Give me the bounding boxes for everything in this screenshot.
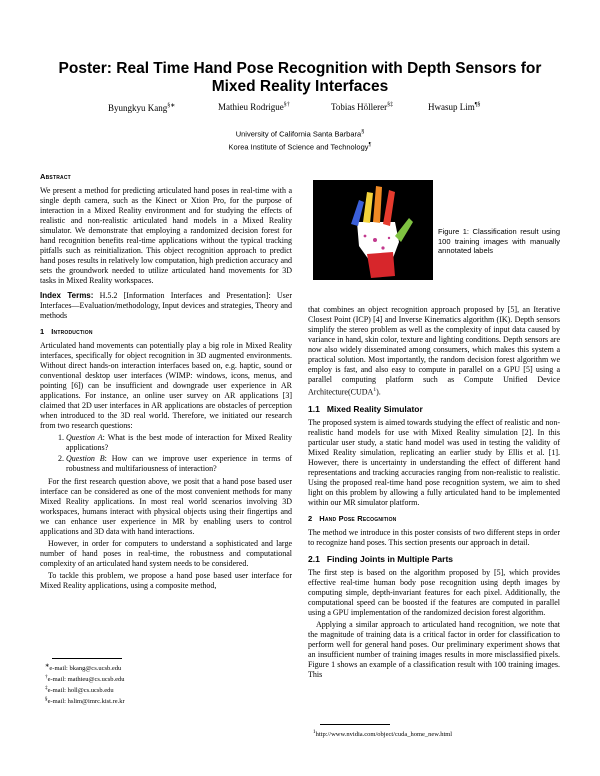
- affiliations: [0, 127, 600, 152]
- figure-1-caption: Figure 1: Classification result using 100 training images with manually annotated labels: [438, 227, 560, 255]
- section-2-1-heading: 2.1 Finding Joints in Multiple Parts: [308, 553, 454, 564]
- hand-classification-image: [313, 180, 433, 280]
- misclassified-pixels: [364, 235, 367, 238]
- intro-paragraph-4-continued: that combines an object recognition approach proposed by [5], an Iterative Closest Point (ICP) [4] and Inverse Kinematics algorithm (IK). Depth sensors simplify the stereo problem as well as the complexity of input data caused by variance in hand, skin color, texture and lighting conditions. Depth sensors are now also widely disseminated among consumers, which makes this system a practical solution. Most importantly, the random decision forest algorithm we employ is fast, and also easy to compute in parallel on a GPU [5] using a parallel computing platform such as Compute Unified Device Architecture(CUDA$^1$).: [308, 305, 560, 397]
- misclassified-pixels: [373, 238, 377, 242]
- left-column: [40, 172, 292, 593]
- mr-simulator-paragraph: The proposed system is aimed towards studying the effect of realistic and non-realistic hand models for use with Mixed Reality simulation [2]. In this particular user study, a static hand model was used in testing the validity of Mixed Reality simulation, replicating an earlier study by Ellis et al. [1]. However, there is uncertainty in understanding the effect of different hand representations and tracking accuracies ranging from non-realistic to realistic. Using the proposed real-time hand pose recognition system, we aim to shed light on this problem by allowing a fully articulated hand to be implemented within our MR simulator platform.: [308, 417, 560, 507]
- joints-paragraph-1: The first step is based on the algorithm proposed by [5], which provides effective real-time human body pose recognition using depth images by computing simple, depth-invariant features for each pixel. Additionally, the computational speed can be boosted if the features are computed in parallel using a GPU implementation of the randomized decision forest algorithm.: [308, 567, 560, 617]
- intro-paragraph-1: Articulated hand movements can potentially play a big role in Mixed Reality interfaces, specifically for object recognition in 3D augmented environments. Without direct hands-on interaction interfaces based on, e.g. haptic, sound or conventional desktop user interfaces (WIMP: windows, icons, menus, and pointing [6]) can be insufficient and downgrade user experience in AR applications. For instance, an online user survey on AR applications [3] claimed that 2D user interfaces in AR applications are obstacles of perception when introduced to the 3D real world. Therefore, we initiated our research from two research questions:: [40, 341, 292, 430]
- hand-pose-intro-paragraph: The method we introduce in this poster consists of two different steps in order to recognize hand poses. This section presents our approach in detail.: [308, 527, 560, 547]
- question-a: 1. Question A: What is the best mode of interaction for Mixed Reality applications?: [66, 433, 292, 453]
- figure-1-image: [313, 180, 433, 280]
- section-2-heading: 2 Hand Pose Recognition: [308, 513, 397, 523]
- question-b: 2. Question B: How can we improve user experience in terms of robustness and multifariousness of interaction?: [66, 454, 292, 474]
- intro-paragraph-4: To tackle this problem, we propose a hand pose based user interface for Mixed Reality applications, using a composite method,: [40, 571, 292, 590]
- author: Mathieu Rodrigue§†: [218, 102, 290, 112]
- misclassified-pixels: [381, 246, 384, 249]
- misclassified-pixels: [388, 237, 390, 239]
- research-questions: [40, 433, 292, 474]
- abstract-heading: Abstract: [40, 172, 71, 181]
- affiliation: Korea Institute of Science and Technology¶: [228, 141, 372, 151]
- author: Hwasup Lim¶§: [428, 102, 481, 112]
- footnote: ‡e-mail: holl@cs.ucsb.edu: [44, 685, 114, 695]
- affiliation: University of California Santa Barbara§: [235, 129, 365, 139]
- author: Byungkyu Kang§∗: [108, 103, 176, 113]
- paper-title: Poster: Real Time Hand Pose Recognition with Depth Sensors for Mixed Reality Interfaces: [58, 60, 542, 95]
- section-1-1-heading: 1.1 Mixed Reality Simulator: [308, 403, 423, 414]
- intro-paragraph-3: However, in order for computers to understand a sophisticated and large number of hand poses in real-time, the robustness and computational complexity of an articulated hand system needs to be considered.: [40, 539, 292, 568]
- footnote: †e-mail: mathieu@cs.ucsb.edu: [44, 674, 125, 684]
- right-column: [308, 305, 560, 682]
- author: Tobias Höllerer§‡: [331, 102, 394, 112]
- author-list: [0, 102, 600, 116]
- section-1-heading: 1 Introduction: [40, 327, 93, 336]
- author-footnotes: [40, 658, 292, 707]
- index-terms: Index Terms: H.5.2 [Information Interfaces and Presentation]: User Interfaces—Evaluation/methodology, Input devices and strategies, Theory and methods: [40, 291, 292, 320]
- footnote: ∗e-mail: bkang@cs.ucsb.edu: [44, 663, 122, 673]
- intro-paragraph-2: For the first research question above, we posit that a hand pose based user interface can be considered as one of the most convenient methods for many Mixed Reality applications. In most real world scenarios involving 3D workspaces, humans interact with physical objects using their fingertips and we can enhance user experience in MR by enabling users to control applications and 3D data with hand interactions.: [40, 477, 292, 536]
- cuda-footnote: $^1$http://www.nvidia.com/object/cuda_home_new.html: [308, 724, 560, 739]
- abstract-text: We present a method for predicting articulated hand poses in real-time with a single depth camera, such as the Kinect or Xtion Pro, for the purpose of interaction in a Mixed Reality environment and for studying the effects of realistic and non-realistic articulated hand models in a Mixed Reality simulator. We demonstrate that employing a randomized decision forest for hand recognition benefits real-time applications without the typical tracking pitfalls such as reinitialization. This object recognition approach to predict hand poses results in relatively low computation, high prediction accuracy and sets the groundwork needed to utilize articulated hand movements for 3D tasks in Mixed Reality workspaces.: [40, 186, 292, 285]
- footnote: §e-mail: hslim@imrc.kist.re.kr: [44, 696, 125, 706]
- wrist-region: [367, 252, 395, 278]
- joints-paragraph-2: Applying a similar approach to articulated hand recognition, we note that the magnitude of training data is a critical factor in order for classification to perform well for general hand poses. Our preliminary experiment shows that an insufficient number of training images results in more misclassified pixels. Figure 1 shows an example of a classification result with 100 training images. This: [308, 619, 560, 679]
